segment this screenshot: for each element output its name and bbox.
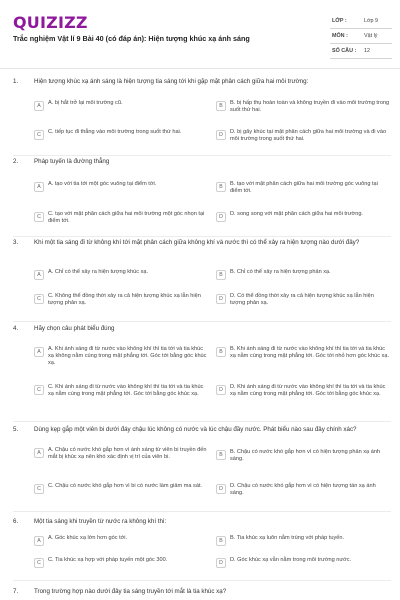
option-letter-d: D	[216, 385, 226, 395]
question-number: 6.	[13, 518, 19, 525]
option-d[interactable]	[216, 128, 396, 150]
option-b[interactable]	[216, 534, 396, 548]
option-d[interactable]	[216, 292, 396, 314]
meta-label-count: SỐ CÂU :	[332, 48, 357, 54]
option-letter-a: A	[34, 182, 44, 192]
question-number: 2.	[13, 158, 19, 165]
question-2	[0, 158, 400, 239]
option-letter-d: D	[216, 130, 226, 140]
option-c[interactable]	[34, 210, 214, 232]
option-b[interactable]	[216, 345, 396, 375]
question-number: 3.	[13, 239, 19, 246]
option-text: A. Khi ánh sáng đi từ nước vào không khí thì tia tới và tia khúc xạ không nằm cùng trong mặt phẳng tới. Góc tới bằng góc khúc xạ.	[48, 346, 207, 366]
option-text: B. Tia khúc xạ luôn nằm trùng với pháp tuyến.	[230, 535, 345, 541]
option-text: D. song song với mặt phân cách giữa hai môi trường.	[230, 211, 363, 217]
option-letter-b: B	[216, 347, 226, 357]
option-letter-c: C	[34, 130, 44, 140]
page-header	[0, 0, 400, 66]
option-letter-a: A	[34, 536, 44, 546]
option-c[interactable]	[34, 128, 214, 150]
option-letter-d: D	[216, 212, 226, 222]
option-letter-b: B	[216, 182, 226, 192]
option-a[interactable]	[34, 99, 214, 121]
meta-row-grade	[330, 14, 392, 29]
option-letter-b: B	[216, 536, 226, 546]
question-1	[0, 78, 400, 158]
option-text: D. Khi ánh sáng đi từ nước vào không khí thì tia tới và tia khúc xạ nằm cùng trong mặt phẳng tới. Góc tới bằng góc khúc xạ.	[230, 384, 386, 397]
option-text: C. tiếp tục đi thẳng vào môi trường trong suốt thứ hai.	[48, 129, 182, 135]
option-a[interactable]	[34, 446, 214, 476]
option-a[interactable]	[34, 268, 214, 290]
option-text: B. tạo với mặt phân cách giữa hai môi trường góc vuông tại điểm tới.	[230, 181, 378, 194]
option-c[interactable]	[34, 482, 214, 504]
question-text: Một tia sáng khi truyền từ nước ra không khí thì:	[34, 518, 167, 525]
option-text: D. bị gãy khúc tại mặt phân cách giữa hai môi trường và đi vào môi trường trong suốt thứ hai.	[230, 129, 387, 142]
option-c[interactable]	[34, 383, 214, 413]
option-b[interactable]	[216, 99, 396, 121]
option-letter-a: A	[34, 270, 44, 280]
question-5	[0, 426, 400, 518]
meta-label-subject: MÔN :	[332, 33, 348, 39]
question-text: Khi một tia sáng đi từ không khí tới mặt phân cách giữa không khí và nước thì có thể xảy ra hiện tượng nào dưới đây?	[34, 239, 360, 246]
option-b[interactable]	[216, 268, 396, 290]
question-divider	[13, 421, 391, 422]
option-text: A. bị hắt trở lại môi trường cũ.	[48, 100, 123, 106]
question-4	[0, 325, 400, 426]
option-letter-b: B	[216, 450, 226, 460]
option-letter-a: A	[34, 101, 44, 111]
option-c[interactable]	[34, 556, 214, 570]
question-divider	[13, 580, 391, 581]
option-letter-a: A	[34, 347, 44, 357]
option-text: C. Chậu có nước khó gắp hơn vì bi có nước làm giảm ma sát.	[48, 483, 203, 489]
option-text: B. Khi ánh sáng đi từ nước vào không khí thì tia tới và tia khúc xạ nằm cùng trong mặt phẳng tới. Góc tới nhỏ hơn góc khúc xạ.	[230, 346, 390, 359]
meta-value-grade: Lớp 9	[364, 18, 379, 24]
question-number: 4.	[13, 325, 19, 332]
header-divider	[0, 68, 400, 69]
option-text: C. Tia khúc xạ hợp với pháp tuyến một góc 300.	[48, 557, 168, 563]
meta-row-subject	[330, 29, 392, 44]
option-text: C. Khi ánh sáng đi từ nước vào không khí thì tia tới và tia khúc xạ nằm cùng trong mặt phẳng tới. Góc tới bằng góc khúc xạ.	[48, 384, 204, 397]
option-text: C. Không thể đồng thời xảy ra cả hiện tượng khúc xạ lẫn hiện tượng phản xạ.	[48, 293, 201, 306]
option-text: A. Chậu có nước khó gắp hơn vì ánh sáng từ viên bi truyền đến mắt bị khúc xạ nên khó xác định vị trí của viên bi.	[48, 447, 207, 460]
question-text: Dùng kẹp gắp một viên bi dưới đáy chậu lúc không có nước và lúc chậu đầy nước. Phát biểu nào sau đây chính xác?	[34, 426, 357, 433]
option-letter-b: B	[216, 270, 226, 280]
option-d[interactable]	[216, 556, 396, 570]
question-text: Pháp tuyến là đường thẳng	[34, 158, 110, 165]
question-6	[0, 518, 400, 588]
question-text: Trong trường hợp nào dưới đây tia sáng truyền tới mắt là tia khúc xạ?	[34, 588, 227, 595]
option-text: D. Góc khúc xạ vẫn nằm trong môi trường nước.	[230, 557, 352, 563]
option-text: D. Chậu có nước khó gắp hơn vì có hiện tượng tán xạ ánh sáng.	[230, 483, 376, 496]
question-number: 1.	[13, 78, 19, 85]
page-title: Trắc nghiệm Vật lí 9 Bài 40 (có đáp án): Hiện tượng khúc xạ ánh sáng	[13, 34, 250, 43]
option-letter-c: C	[34, 484, 44, 494]
option-letter-b: B	[216, 101, 226, 111]
option-b[interactable]	[216, 180, 396, 202]
option-letter-a: A	[34, 448, 44, 458]
meta-value-subject: Vật lý	[364, 33, 378, 39]
option-text: A. tạo với tia tới một góc vuông tại điểm tới.	[48, 181, 157, 187]
option-c[interactable]	[34, 292, 214, 314]
quiz-meta-panel	[330, 14, 392, 59]
option-letter-c: C	[34, 294, 44, 304]
question-divider	[13, 321, 391, 322]
option-b[interactable]	[216, 448, 396, 470]
option-d[interactable]	[216, 482, 396, 504]
option-letter-d: D	[216, 484, 226, 494]
option-text: B. Chỉ có thể xảy ra hiện tượng phản xạ.	[230, 269, 331, 275]
option-d[interactable]	[216, 210, 396, 232]
option-letter-d: D	[216, 294, 226, 304]
option-text: A. Góc khúc xạ lớn hơn góc tới.	[48, 535, 128, 541]
question-text: Hiện tượng khúc xạ ánh sáng là hiện tượng tia sáng tới khi gặp mặt phân cách giữa hai môi trường:	[34, 78, 309, 85]
question-7	[0, 588, 400, 600]
question-number: 7.	[13, 588, 19, 595]
option-a[interactable]	[34, 534, 214, 548]
question-divider	[13, 236, 391, 237]
option-text: A. Chỉ có thể xảy ra hiện tượng khúc xạ.	[48, 269, 149, 275]
meta-label-grade: LỚP :	[332, 18, 347, 24]
quizizz-logo: QUIZIZZ	[13, 13, 88, 32]
option-letter-c: C	[34, 385, 44, 395]
question-list	[0, 78, 400, 600]
question-divider	[13, 511, 391, 512]
option-letter-c: C	[34, 558, 44, 568]
option-text: B. Chậu có nước khó gắp hơn vì có hiện tượng phản xạ ánh sáng.	[230, 449, 381, 462]
option-letter-c: C	[34, 212, 44, 222]
option-text: C. tạo với mặt phân cách giữa hai môi trường một góc nhọn tại điểm tới.	[48, 211, 205, 224]
option-letter-d: D	[216, 558, 226, 568]
meta-row-count	[330, 44, 392, 59]
option-a[interactable]	[34, 180, 214, 202]
option-d[interactable]	[216, 383, 396, 413]
question-number: 5.	[13, 426, 19, 433]
option-text: B. bị hấp thụ hoàn toàn và không truyền đi vào môi trường trong suốt thứ hai.	[230, 100, 390, 113]
question-3	[0, 239, 400, 325]
option-a[interactable]	[34, 345, 214, 375]
question-text: Hãy chọn câu phát biểu đúng	[34, 325, 115, 332]
meta-value-count: 12	[364, 48, 370, 54]
question-divider	[13, 155, 391, 156]
option-text: D. Có thể đồng thời xảy ra cả hiện tượng khúc xạ lẫn hiện tượng phản xạ.	[230, 293, 374, 306]
